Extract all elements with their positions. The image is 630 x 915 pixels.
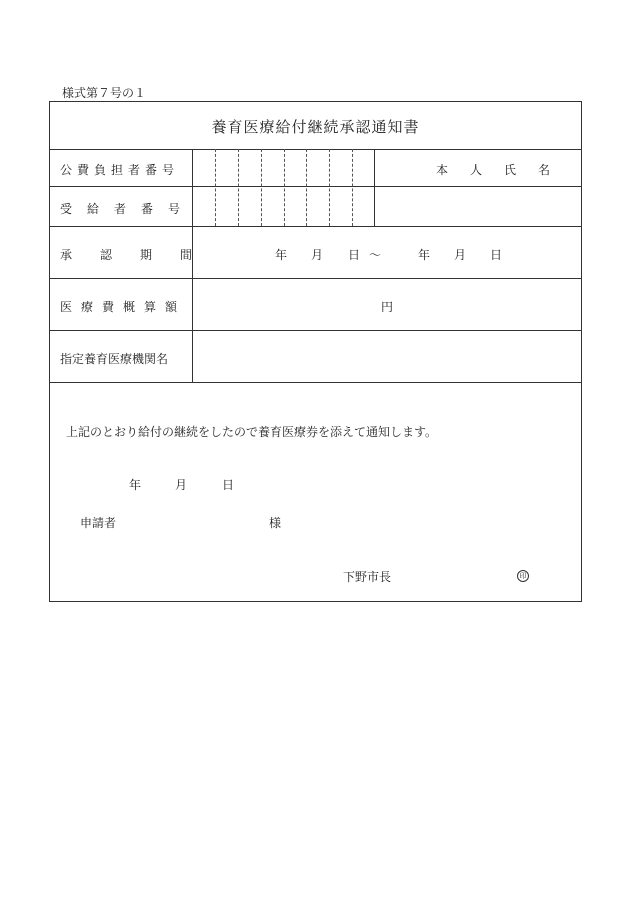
date-month: 月: [175, 478, 188, 492]
notice-body-text: 上記のとおり給付の継続をしたので養育医療券を添えて通知します。: [66, 425, 438, 439]
divider: [50, 382, 581, 383]
period-tilde: ～: [369, 248, 382, 262]
digit-separator: [329, 149, 330, 226]
label-approval-period: 承認期間: [60, 248, 221, 262]
divider: [50, 226, 581, 227]
digit-separator: [215, 149, 216, 226]
date-day: 日: [222, 478, 235, 492]
period-end-month: 月: [454, 248, 467, 262]
label-designated-institution: 指定養育医療機関名: [60, 352, 169, 366]
period-start-year: 年: [275, 248, 288, 262]
seal-icon: 印: [517, 570, 529, 582]
label-column-divider: [192, 149, 193, 382]
digit-separator: [284, 149, 285, 226]
digit-separator: [261, 149, 262, 226]
period-end-day: 日: [490, 248, 503, 262]
digit-separator: [306, 149, 307, 226]
honorific: 様: [269, 516, 282, 530]
digit-box-border: [374, 149, 375, 226]
date-year: 年: [129, 478, 142, 492]
form-title: 養育医療給付継続承認通知書: [211, 118, 420, 136]
period-end-year: 年: [418, 248, 431, 262]
digit-separator: [352, 149, 353, 226]
yen-unit: 円: [381, 300, 394, 314]
applicant-label: 申請者: [80, 516, 117, 530]
divider: [50, 149, 581, 150]
divider: [50, 278, 581, 279]
person-name-label: 本人氏名: [436, 163, 573, 177]
label-public-payer-number: 公費負担者番号: [60, 163, 180, 177]
notice-form: [49, 101, 582, 602]
period-start-day: 日: [348, 248, 361, 262]
issuer-name: 下野市長: [343, 570, 392, 584]
divider: [50, 186, 581, 187]
digit-separator: [238, 149, 239, 226]
form-number: 様式第７号の１: [62, 86, 147, 100]
label-estimated-medical-cost: 医療費概算額: [60, 300, 187, 314]
divider: [50, 330, 581, 331]
period-start-month: 月: [311, 248, 324, 262]
label-recipient-number: 受給者番号: [60, 202, 196, 216]
